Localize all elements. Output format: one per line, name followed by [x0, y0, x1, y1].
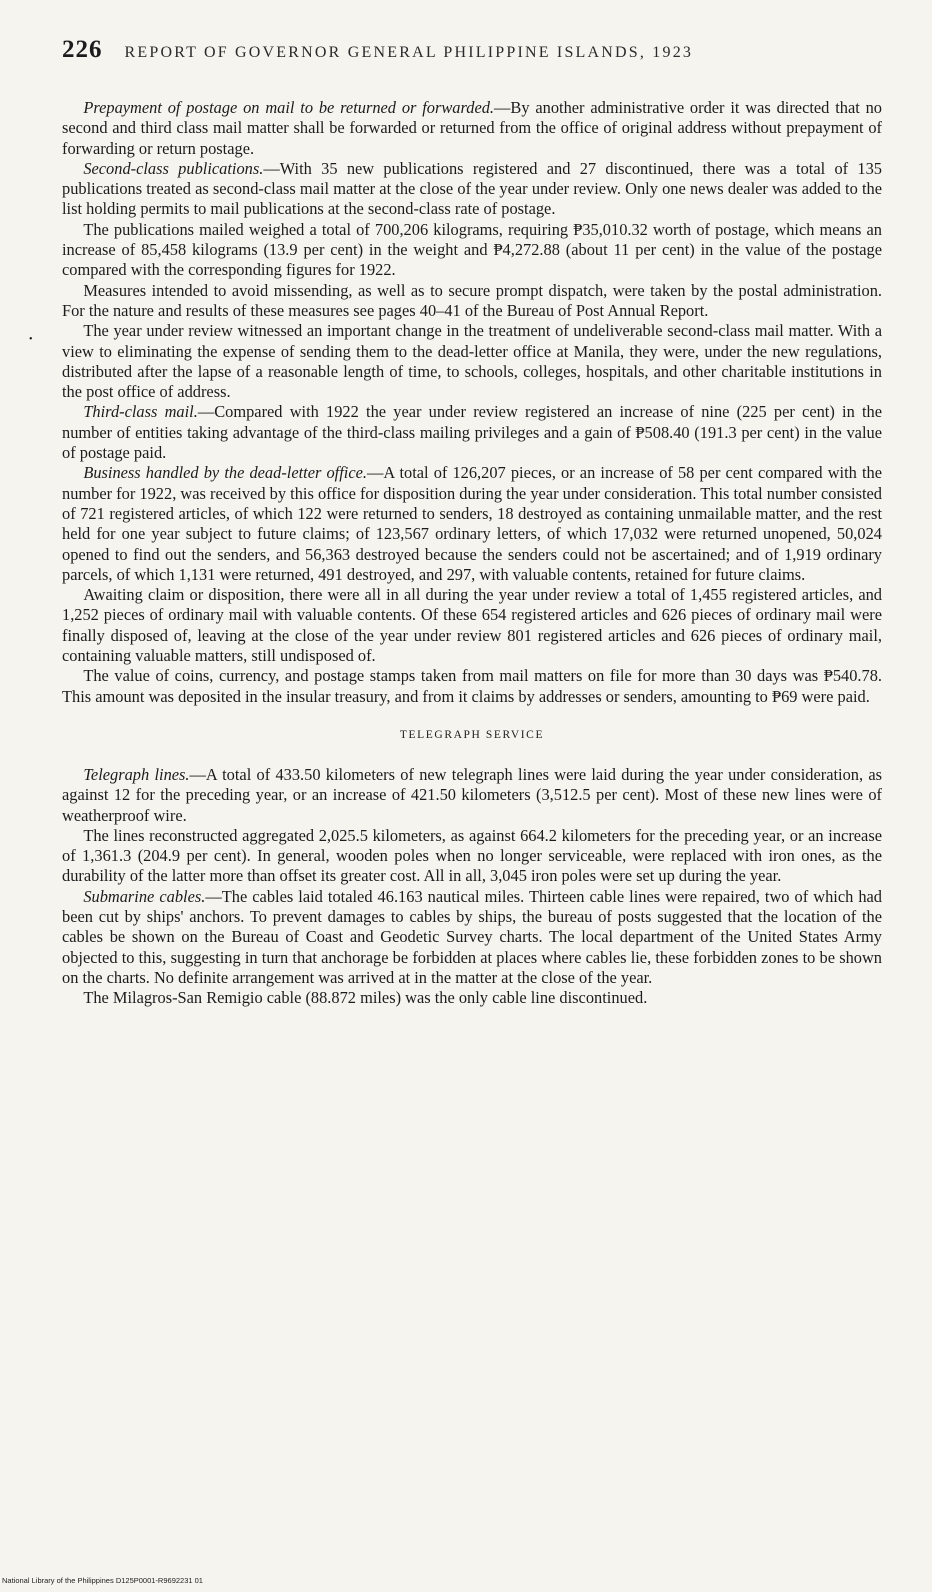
page	[62, 36, 882, 1008]
paragraph	[62, 666, 882, 707]
body-bottom	[62, 765, 882, 1009]
section-title: TELEGRAPH SERVICE	[399, 728, 545, 741]
paragraph-text: —A total of 433.50 kilometers of new telegraph lines were laid during the year under consideration, as against 12 for the preceding year, or an increase of 421.50 kilometers (3,512.5 per cent). Most of these new lines were of weatherproof wire.	[62, 764, 882, 825]
paragraph-lead: Submarine cables.	[83, 886, 206, 906]
paragraph-text: —With 35 new publications registered and 27 discontinued, there was a total of 135 publications treated as second-class mail matter at the close of the year under review. Only one news dealer was added to the list holding permits to mail publications at the second-class rate of postage.	[62, 158, 882, 219]
paragraph-text: Awaiting claim or disposition, there were all in all during the year under review a total of 1,455 registered articles, and 1,252 pieces of ordinary mail with valuable contents. Of these 654 registered articles and 626 pieces of ordinary mail were finally disposed of, leaving at the close of the year under review 801 registered articles and 626 pieces of ordinary mail, containing valuable matters, still undisposed of.	[62, 585, 882, 666]
paragraph	[62, 98, 882, 159]
paragraph	[62, 220, 882, 281]
paragraph	[62, 765, 882, 826]
page-number: 226	[62, 36, 103, 63]
body-top	[62, 98, 882, 707]
paragraph	[62, 988, 882, 1008]
paragraph-text: The publications mailed weighed a total of 700,206 kilograms, requiring ₱35,010.32 worth of postage, which means an increase of 85,458 kilograms (13.9 per cent) in the weight and ₱4,272.88 (about 11 per cent) in the value of the postage compared with the corresponding figures for 1922.	[62, 219, 882, 280]
paragraph	[62, 887, 882, 988]
paragraph	[62, 159, 882, 220]
paragraph	[62, 281, 882, 322]
paragraph-text: The Milagros-San Remigio cable (88.872 miles) was the only cable line discontinued.	[83, 988, 648, 1008]
paragraph-text: The value of coins, currency, and postage stamps taken from mail matters on file for more than 30 days was ₱540.78. This amount was deposited in the insular treasury, and from it claims by addresses or senders, amounting to ₱69 were paid.	[62, 666, 882, 706]
paragraph-lead: Prepayment of postage on mail to be returned or forwarded.	[83, 98, 495, 117]
scan-footer-note: National Library of the Philippines D125P0001-R9692231 01	[2, 1576, 203, 1585]
paragraph-text: Measures intended to avoid missending, as well as to secure prompt dispatch, were taken by the postal administration. For the nature and results of these measures see pages 40–41 of the Bureau of Post Annual Report.	[62, 280, 882, 320]
paragraph	[62, 402, 882, 463]
paragraph-lead: Telegraph lines.	[83, 764, 190, 784]
paragraph-text: —A total of 126,207 pieces, or an increase of 58 per cent compared with the number for 1922, was received by this office for disposition during the year under consideration. This total number consisted of 721 registered articles, of which 122 were returned to senders, 18 destroyed as containing unmailable matter, and the rest held for one year subject to future claims; of 123,567 ordinary letters, of which 17,032 were returned unopened, 50,024 opened to find out the senders, and 56,363 destroyed because the senders could not be ascertained; and of 1,919 ordinary parcels, of which 1,131 were returned, 491 destroyed, and 297, with valuable contents, retained for future claims.	[62, 463, 882, 584]
paragraph	[62, 463, 882, 585]
running-head: REPORT OF GOVERNOR GENERAL PHILIPPINE ISLANDS, 1923	[124, 44, 694, 61]
paragraph-text: —The cables laid totaled 46.163 nautical miles. Thirteen cable lines were repaired, two of which had been cut by ships' anchors. To prevent damages to cables by ships, the bureau of posts suggested that the location of the cables be shown on the Bureau of Coast and Geodetic Survey charts. The local department of the United States Army objected to this, suggesting in turn that anchorage be forbidden at places where cables lie, these forbidden zones to be shown on the charts. No definite arrangement was arrived at in the matter at the close of the year.	[62, 886, 882, 987]
page-header	[62, 36, 882, 64]
paragraph-text: —By another administrative order it was directed that no second and third class mail matter shall be forwarded or returned from the office of original address without prepayment of forwarding or return postage.	[62, 98, 882, 158]
paragraph-lead: Third-class mail.	[83, 402, 198, 422]
paragraph-text: The lines reconstructed aggregated 2,025.5 kilometers, as against 664.2 kilometers for the preceding year, or an increase of 1,361.3 (204.9 per cent). In general, wooden poles when no longer serviceable, were replaced with iron ones, as the durability of the latter more than offset its greater cost. All in all, 3,045 iron poles were set up during the year.	[62, 825, 882, 886]
paragraph	[62, 585, 882, 666]
paragraph-lead: Second-class publications.	[83, 158, 264, 178]
paragraph-lead: Business handled by the dead-letter office.	[83, 463, 367, 483]
paragraph	[62, 826, 882, 887]
paragraph-text: The year under review witnessed an important change in the treatment of undeliverable second-class mail matter. With a view to eliminating the expense of sending them to the dead-letter office at Manila, they were, under the new regulations, distributed after the lapse of a reasonable length of time, to schools, colleges, hospitals, and other charitable institutions in the post office of address.	[62, 321, 882, 402]
margin-mark: •	[29, 334, 33, 345]
paragraph	[62, 321, 882, 402]
paragraph-text: —Compared with 1922 the year under review registered an increase of nine (225 per cent) in the number of entities taking advantage of the third-class mailing privileges and a gain of ₱508.40 (191.3 per cent) in the value of postage paid.	[62, 402, 882, 463]
